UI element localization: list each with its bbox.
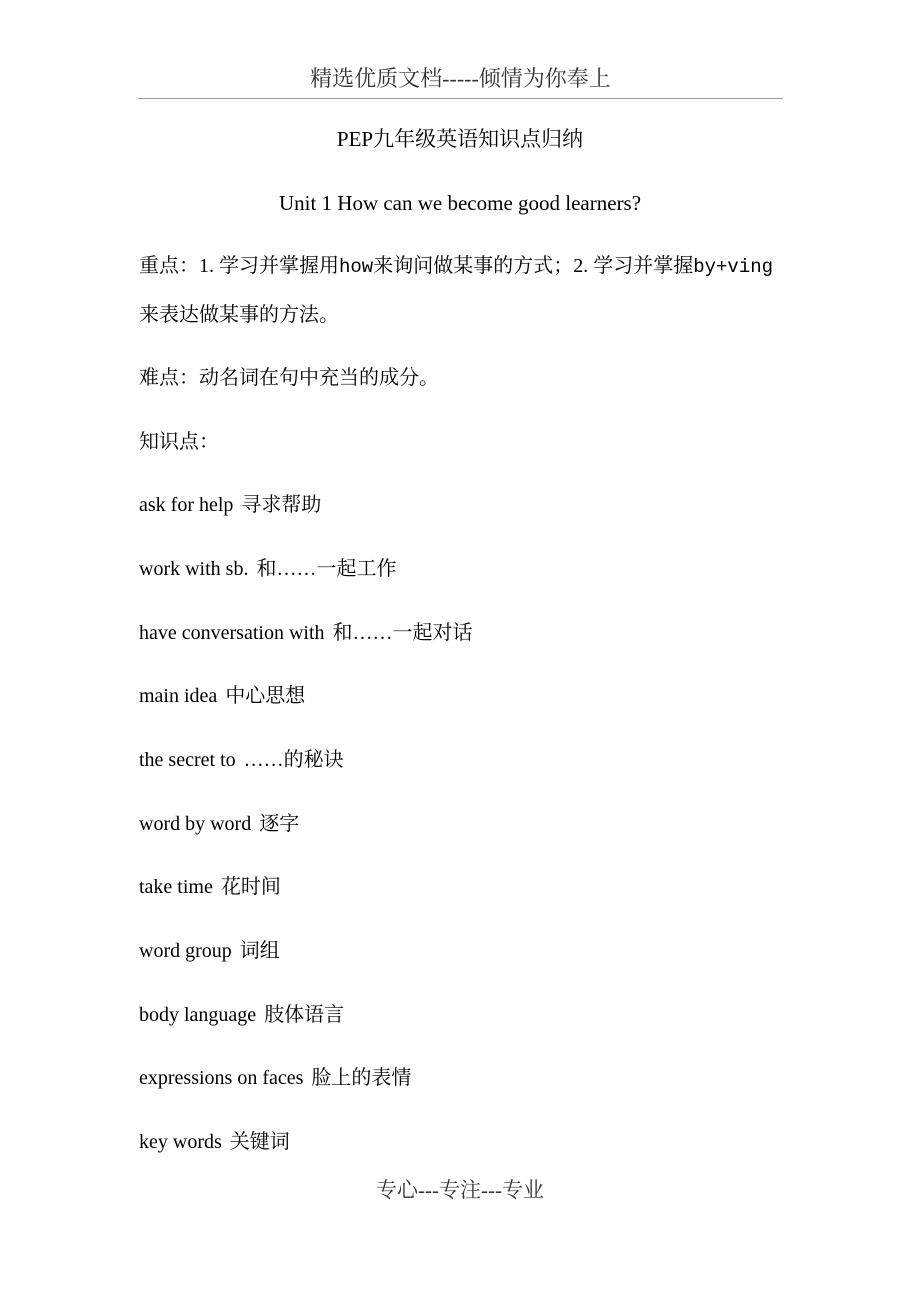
difficult-points-paragraph: 难点：动名词在句中充当的成分。 [139,367,439,389]
vocab-chinese: ……的秘诀 [243,749,344,771]
page-footer [0,1175,920,1205]
vocab-english: have conversation with [139,622,325,644]
key-points-byving: by+ving [693,256,774,278]
vocab-english: body language [139,1004,257,1026]
vocab-english: key words [139,1131,222,1153]
header-text: 精选优质文档-----倾情为你奉上 [310,66,611,91]
vocab-item [139,490,321,520]
vocab-english: take time [139,876,213,898]
vocab-english: work with sb. [139,558,249,580]
vocab-chinese: 花时间 [220,876,281,898]
vocab-item [139,1127,290,1157]
key-points-how: how [339,256,374,278]
vocab-item [139,618,473,648]
unit-title: Unit 1 How can we become good learners? [278,191,642,215]
vocab-chinese: 和……一起工作 [256,558,397,580]
vocab-item [139,936,280,966]
key-points-part2: 来询问做某事的方式；2. 学习并掌握 [373,255,694,277]
vocab-chinese: 逐字 [259,813,300,835]
vocab-chinese: 脸上的表情 [311,1067,412,1089]
vocab-english: expressions on faces [139,1067,304,1089]
key-points-part3: 来表达做某事的方法。 [139,304,339,326]
key-points-paragraph [139,242,784,339]
vocab-item [139,1000,344,1030]
key-points-label: 重点： [139,255,199,277]
key-points-part1: 1. 学习并掌握用 [199,255,339,277]
vocab-english: word by word [139,813,252,835]
vocab-item [139,745,344,775]
vocab-chinese: 和……一起对话 [332,622,473,644]
vocab-chinese: 肢体语言 [264,1004,345,1026]
vocab-item [139,554,396,584]
vocab-english: ask for help [139,494,234,516]
vocab-english: the secret to [139,749,236,771]
vocab-chinese: 关键词 [229,1131,290,1153]
document-title: PEP九年级英语知识点归纳 [336,127,584,151]
vocab-chinese: 寻求帮助 [241,494,322,516]
vocab-item [139,1063,411,1093]
footer-text: 专心---专注---专业 [376,1178,544,1202]
page-header [138,62,783,99]
vocab-item [139,872,281,902]
vocab-item [139,809,299,839]
knowledge-points-label: 知识点： [139,431,219,453]
vocab-english: main idea [139,685,218,707]
vocab-english: word group [139,940,232,962]
vocab-item [139,681,305,711]
vocab-chinese: 中心思想 [225,685,306,707]
vocab-chinese: 词组 [239,940,280,962]
